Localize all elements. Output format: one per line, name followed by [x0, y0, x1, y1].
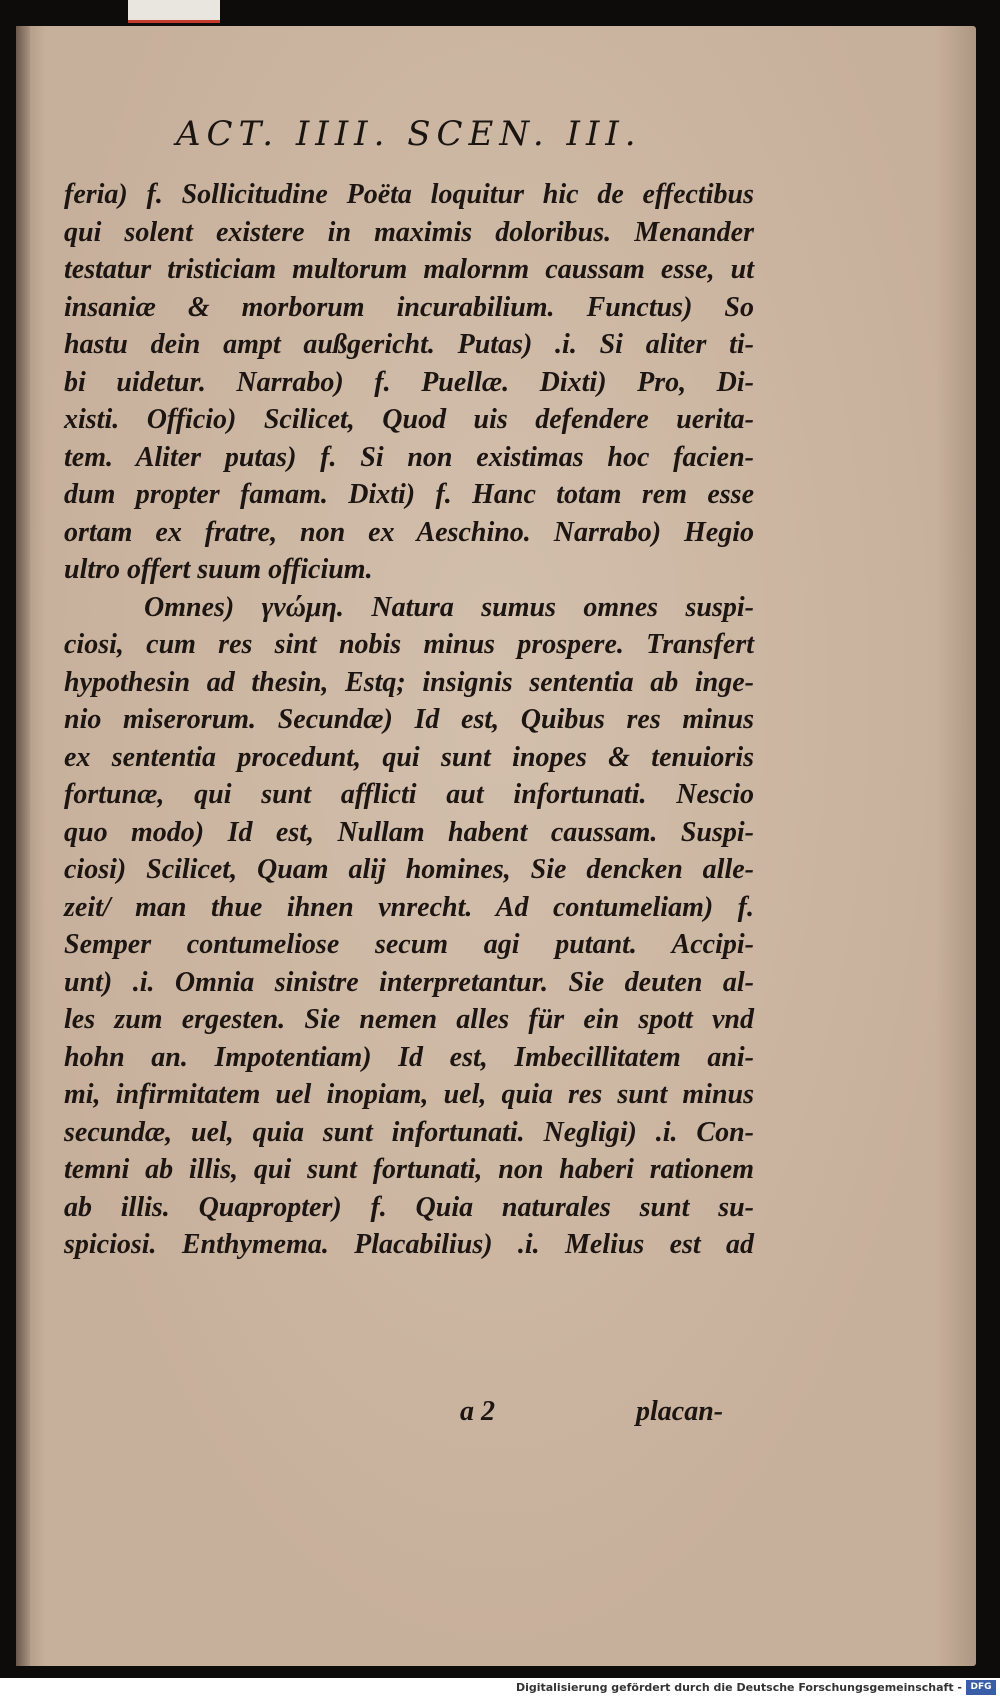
text-line: hypothesin ad thesin, Estq; insignis sententia ab inge- [64, 666, 754, 698]
text-line: bi uidetur. Narrabo) f. Puellæ. Dixti) Pro, Di- [64, 366, 754, 398]
text-line: ciosi) Scilicet, Quam alij homines, Sie dencken alle- [64, 854, 754, 885]
text-line: Semper contumeliose secum agi putant. Accipi- [64, 929, 754, 960]
text-line: Omnes) γνώμη. Natura sumus omnes suspi- [144, 591, 754, 623]
signature-mark: a 2 [460, 1396, 495, 1427]
text-line: zeit/ man thue ihnen vnrecht. Ad contumeliam) f. [64, 891, 754, 923]
digitization-credit-bar [0, 1678, 1000, 1699]
text-line: tem. Aliter putas) f. Si non existimas hoc facien- [64, 441, 754, 473]
text-line: unt) .i. Omnia sinistre interpretantur. Sie deuten al- [64, 966, 754, 998]
text-line: quo modo) Id est, Nullam habent caussam. Suspi- [64, 816, 754, 848]
text-line: qui solent existere in maximis doloribus. Menander [64, 216, 754, 248]
text-line: ab illis. Quapropter) f. Quia naturales sunt su- [64, 1191, 754, 1223]
text-line: mi, infirmitatem uel inopiam, uel, quia res sunt minus [64, 1079, 754, 1110]
text-line: nio miserorum. Secundæ) Id est, Quibus res minus [64, 704, 754, 735]
text-line: insaniæ & morborum incurabilium. Functus) So [64, 291, 754, 323]
text-line: ultro offert suum officium. [64, 554, 373, 585]
text-line: testatur tristiciam multorum malornm caussam esse, ut [64, 254, 754, 285]
running-head: ACT. IIII. SCEN. III. [176, 114, 642, 154]
text-line: spiciosi. Enthymema. Placabilius) .i. Melius est ad [64, 1229, 754, 1260]
text-line: hohn an. Impotentiam) Id est, Imbecillitatem ani- [64, 1041, 754, 1073]
text-line: fortunæ, qui sunt afflicti aut infortunati. Nescio [64, 779, 754, 810]
text-line: ciosi, cum res sint nobis minus prospere. Transfert [64, 629, 754, 660]
text-line: ortam ex fratre, non ex Aeschino. Narrabo) Hegio [64, 516, 754, 548]
text-line: xisti. Officio) Scilicet, Quod uis defendere uerita- [64, 404, 754, 435]
text-line: hastu dein ampt außgericht. Putas) .i. Si aliter ti- [64, 329, 754, 360]
dfg-logo-icon: DFG [966, 1680, 996, 1695]
text-line: temni ab illis, qui sunt fortunati, non haberi rationem [64, 1154, 754, 1185]
catchword: placan- [636, 1396, 724, 1427]
text-line: feria) f. Sollicitudine Poëta loquitur hic de effectibus [64, 179, 754, 210]
text-line: les zum ergesten. Sie nemen alles für ein spott vnd [64, 1004, 754, 1035]
text-line: secundæ, uel, quia sunt infortunati. Negligi) .i. Con- [64, 1116, 754, 1148]
book-page [16, 26, 976, 1666]
bookmark-tab [128, 0, 220, 23]
credit-text: Digitalisierung gefördert durch die Deutsche Forschungsgemeinschaft - [515, 1681, 962, 1694]
text-line: ex sententia procedunt, qui sunt inopes & tenuioris [64, 741, 754, 773]
body-text [64, 176, 754, 1264]
text-line: dum propter famam. Dixti) f. Hanc totam rem esse [64, 479, 754, 510]
page-footer [16, 1396, 976, 1436]
